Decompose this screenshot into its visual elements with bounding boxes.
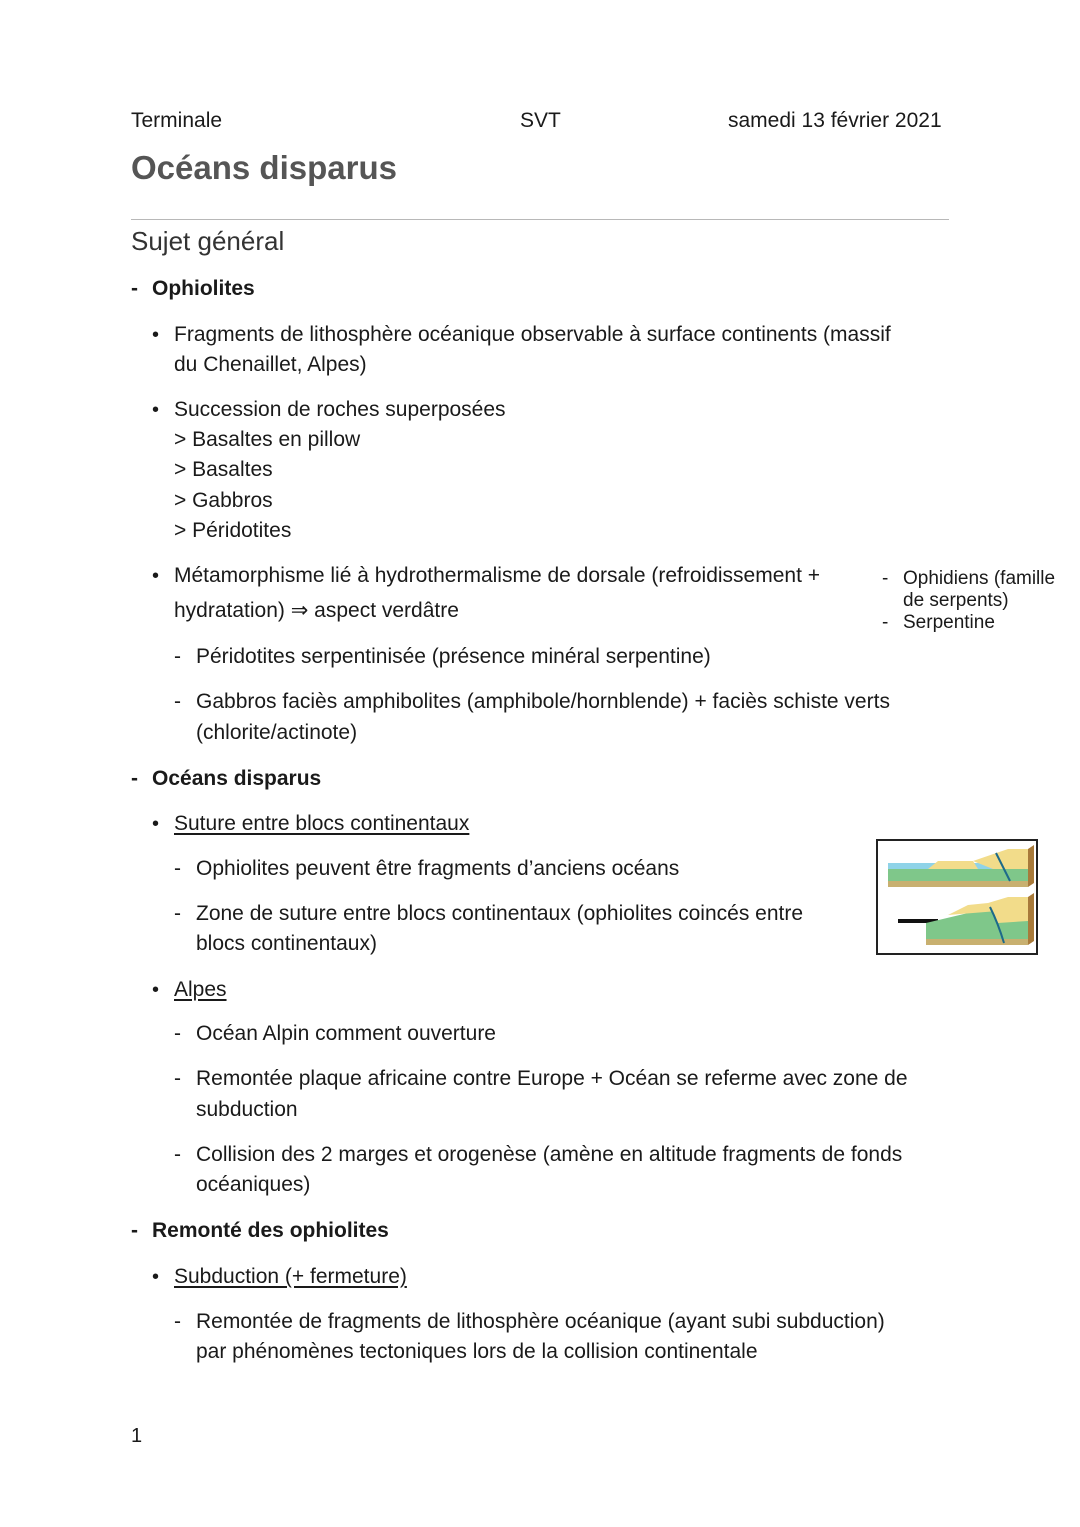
mantle-layer: [888, 881, 1028, 887]
header-subject: SVT: [520, 109, 561, 132]
rock-item: > Basaltes en pillow: [174, 428, 361, 451]
suture-diagram-illustration: [878, 841, 1036, 953]
s2-b2-dash2-line1: Remontée plaque africaine contre Europe + Océan se referme avec zone de: [196, 1067, 908, 1090]
bullet-marker: •: [152, 324, 160, 346]
s1-b2-line1: Succession de roches superposées: [174, 398, 506, 421]
dash-marker: -: [882, 612, 889, 633]
s3-b1-label: Subduction (+ fermeture): [174, 1265, 407, 1288]
s1-b1-line1: Fragments de lithosphère océanique observable à surface continents (massif: [174, 323, 891, 346]
dash-marker: -: [174, 690, 181, 713]
s2-b2-dash1: Océan Alpin comment ouverture: [196, 1022, 496, 1045]
side-note-line1: Ophidiens (famille: [903, 568, 1056, 589]
heading-oceans-disparus: Océans disparus: [152, 767, 322, 790]
s3-b1-dash1-line1: Remontée de fragments de lithosphère océanique (ayant subi subduction): [196, 1310, 885, 1333]
header-level: Terminale: [131, 109, 223, 132]
s3-b1-dash1-line2: par phénomènes tectoniques lors de la collision continentale: [196, 1340, 758, 1363]
s2-b1-label: Suture entre blocs continentaux: [174, 812, 470, 835]
block-side: [1028, 893, 1034, 945]
s1-b3-line1: Métamorphisme lié à hydrothermalisme de dorsale (refroidissement +: [174, 564, 821, 587]
s1-b3-dash2-line2: (chlorite/actinote): [196, 721, 358, 744]
bullet-marker: •: [152, 979, 160, 1001]
dash-marker: -: [174, 1143, 181, 1166]
dash-marker: -: [131, 767, 138, 790]
dash-marker: -: [174, 645, 181, 668]
dash-marker: -: [174, 1067, 181, 1090]
bullet-marker: •: [152, 1266, 160, 1288]
dash-marker: -: [174, 857, 181, 880]
heading-remonte-ophiolites: Remonté des ophiolites: [152, 1219, 389, 1242]
rock-item: > Basaltes: [174, 458, 273, 481]
side-note-serpentine: Serpentine: [903, 612, 995, 633]
mantle-layer: [926, 939, 1028, 945]
s2-b1-dash2-line2: blocs continentaux): [196, 932, 377, 955]
header-date: samedi 13 février 2021: [728, 109, 942, 132]
s2-b2-dash3-line1: Collision des 2 marges et orogenèse (amène en altitude fragments de fonds: [196, 1143, 903, 1166]
s1-b3-dash2-line1: Gabbros faciès amphibolites (amphibole/hornblende) + faciès schiste verts: [196, 690, 890, 713]
s2-b2-label: Alpes: [174, 978, 227, 1001]
s2-b1-dash1: Ophiolites peuvent être fragments d’anciens océans: [196, 857, 680, 880]
dash-marker: -: [882, 568, 889, 589]
dash-marker: -: [174, 902, 181, 925]
section-subtitle: Sujet général: [131, 226, 285, 256]
page-title: Océans disparus: [131, 149, 397, 186]
block-side: [1028, 845, 1034, 887]
page-number: 1: [131, 1425, 143, 1447]
bullet-marker: •: [152, 813, 160, 835]
bullet-marker: •: [152, 399, 160, 421]
s2-b1-dash2-line1: Zone de suture entre blocs continentaux (ophiolites coincés entre: [196, 902, 804, 925]
s1-b3-line2: hydratation) ⇒ aspect verdâtre: [174, 599, 459, 622]
s2-b2-dash3-line2: océaniques): [196, 1173, 311, 1196]
s1-b1-line2: du Chenaillet, Alpes): [174, 353, 367, 376]
dash-marker: -: [174, 1022, 181, 1045]
bullet-marker: •: [152, 565, 160, 587]
heading-ophiolites: Ophiolites: [152, 277, 255, 300]
side-note-line2: de serpents): [903, 590, 1009, 611]
dash-marker: -: [131, 1219, 138, 1242]
rock-item: > Péridotites: [174, 519, 292, 542]
s2-b2-dash2-line2: subduction: [196, 1098, 298, 1121]
dash-marker: -: [174, 1310, 181, 1333]
title-divider: [131, 219, 949, 220]
dash-marker: -: [131, 277, 138, 300]
suture-diagram: [876, 839, 1038, 955]
rock-item: > Gabbros: [174, 489, 273, 512]
s1-b3-dash1: Péridotites serpentinisée (présence minéral serpentine): [196, 645, 711, 668]
